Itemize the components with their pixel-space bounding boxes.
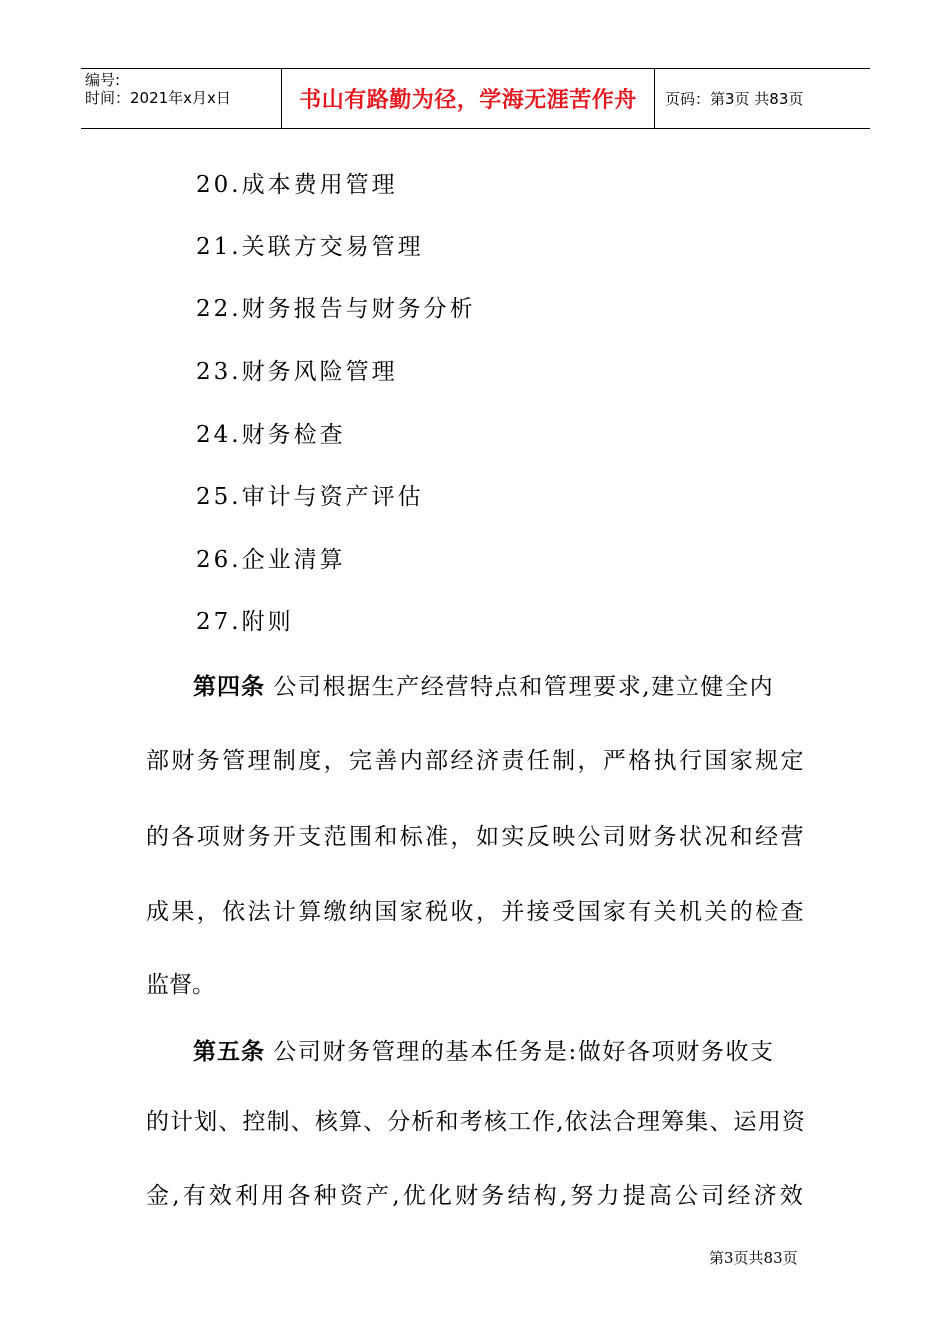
list-item: 24.财务检查 (196, 422, 346, 448)
paragraph-line (193, 668, 774, 701)
header-motto-cell (282, 69, 655, 128)
document-header (81, 68, 870, 129)
paragraph-line: 金,有效利用各种资产,优化财务结构,努力提高公司经济效 (146, 1183, 807, 1209)
paragraph-line: 部财务管理制度，完善内部经济责任制，严格执行国家规定 (146, 748, 806, 774)
article-4-label: 第四条 (193, 674, 265, 700)
header-page-cell (655, 69, 870, 128)
list-item: 20.成本费用管理 (196, 172, 398, 198)
list-item: 25.审计与资产评估 (196, 484, 424, 510)
list-item: 23.财务风险管理 (196, 359, 398, 385)
document-number-label: 编号: (85, 71, 121, 89)
list-item: 22.财务报告与财务分析 (196, 296, 476, 322)
paragraph-line: 成果，依法计算缴纳国家税收，并接受国家有关机关的检查 (146, 899, 806, 925)
paragraph-line: 的计划、控制、核算、分析和考核工作,依法合理筹集、运用资 (146, 1109, 806, 1135)
header-page-info: 页码：第3页 共83页 (665, 90, 804, 108)
document-time-label: 时间：2021年x月x日 (85, 89, 231, 107)
list-item: 27.附则 (196, 609, 294, 635)
paragraph-line: 监督。 (146, 972, 215, 998)
article-5-line-1: 公司财务管理的基本任务是:做好各项财务收支 (273, 1039, 775, 1065)
paragraph-line (193, 1033, 775, 1066)
page-footer: 第3页共83页 (709, 1249, 798, 1267)
paragraph-line: 的各项财务开支范围和标准，如实反映公司财务状况和经营 (146, 824, 806, 850)
header-meta-cell (81, 69, 282, 128)
header-motto: 书山有路勤为径，学海无涯苦作舟 (299, 88, 637, 113)
article-5-label: 第五条 (193, 1039, 265, 1065)
list-item: 26.企业清算 (196, 547, 346, 573)
article-4-line-1: 公司根据生产经营特点和管理要求,建立健全内 (273, 674, 775, 700)
list-item: 21.关联方交易管理 (196, 234, 424, 260)
